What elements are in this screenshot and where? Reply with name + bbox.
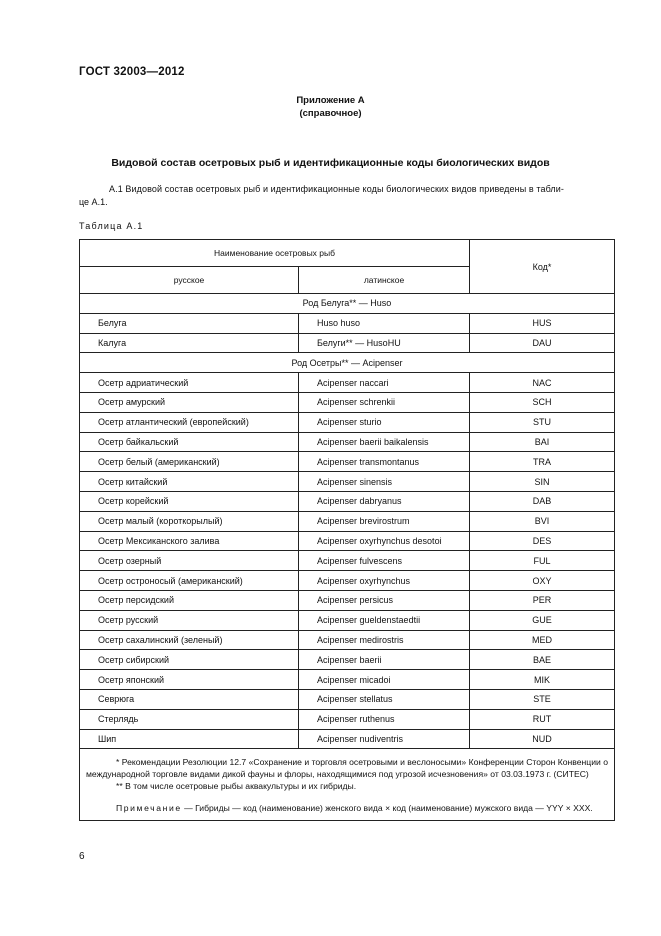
species-russian-name: Осетр атлантический (европейский) [80, 412, 299, 432]
species-latin-name: Acipenser baerii [299, 650, 470, 670]
species-russian-name: Осетр русский [80, 610, 299, 630]
species-code: HUS [470, 313, 615, 333]
species-latin-name: Acipenser medirostris [299, 630, 470, 650]
page-number: 6 [79, 851, 85, 862]
appendix-title: Приложение А [296, 95, 365, 106]
table-row [80, 551, 615, 571]
header-russian: русское [80, 267, 299, 294]
table-row [80, 709, 615, 729]
species-russian-name: Белуга [80, 313, 299, 333]
species-russian-name: Осетр сахалинский (зеленый) [80, 630, 299, 650]
species-latin-name: Acipenser schrenkii [299, 392, 470, 412]
table-row [80, 373, 615, 393]
species-latin-name: Acipenser nudiventris [299, 729, 470, 749]
species-latin-name: Acipenser gueldenstaedtii [299, 610, 470, 630]
intro-paragraph-line2: це А.1. [79, 197, 108, 207]
intro-paragraph-line1: А.1 Видовой состав осетровых рыб и идентификационные коды биологических видов приведены в табли- [109, 184, 565, 194]
table-row [80, 670, 615, 690]
species-code: TRA [470, 452, 615, 472]
species-russian-name: Шип [80, 729, 299, 749]
group-row-acipenser [80, 353, 615, 373]
species-code: OXY [470, 571, 615, 591]
table-row [80, 571, 615, 591]
table-row [80, 313, 615, 333]
species-latin-name: Huso huso [299, 313, 470, 333]
table-row [80, 531, 615, 551]
species-russian-name: Осетр малый (короткорылый) [80, 511, 299, 531]
table-row [80, 729, 615, 749]
group-label: Род Осетры** — Acipenser [80, 353, 615, 373]
species-latin-name: Acipenser oxyrhynchus [299, 571, 470, 591]
species-latin-name: Белуги** — HusoHU [299, 333, 470, 353]
table-row [80, 452, 615, 472]
document-code: ГОСТ 32003—2012 [79, 66, 185, 78]
table-row [80, 650, 615, 670]
species-russian-name: Осетр Мексиканского залива [80, 531, 299, 551]
table-row [80, 689, 615, 709]
species-code: FUL [470, 551, 615, 571]
species-latin-name: Acipenser stellatus [299, 689, 470, 709]
table-row [80, 590, 615, 610]
header-latin: латинское [299, 267, 470, 294]
appendix-subtitle: (справочное) [299, 108, 362, 119]
species-code: DES [470, 531, 615, 551]
table-row [80, 333, 615, 353]
group-row-huso [80, 294, 615, 314]
species-code: SCH [470, 392, 615, 412]
species-code: DAB [470, 491, 615, 511]
header-code: Код* [470, 240, 615, 294]
species-russian-name: Осетр персидский [80, 590, 299, 610]
species-code: NAC [470, 373, 615, 393]
species-russian-name: Осетр сибирский [80, 650, 299, 670]
species-latin-name: Acipenser fulvescens [299, 551, 470, 571]
table-row [80, 511, 615, 531]
note-label: Примечание [116, 803, 182, 814]
species-table [79, 239, 615, 821]
species-code: BAE [470, 650, 615, 670]
species-russian-name: Севрюга [80, 689, 299, 709]
species-latin-name: Acipenser persicus [299, 590, 470, 610]
table-row [80, 630, 615, 650]
table-row [80, 392, 615, 412]
species-russian-name: Осетр амурский [80, 392, 299, 412]
species-russian-name: Осетр корейский [80, 491, 299, 511]
species-latin-name: Acipenser oxyrhynchus desotoi [299, 531, 470, 551]
table-row [80, 432, 615, 452]
table-row [80, 610, 615, 630]
notes-row [80, 749, 615, 821]
species-russian-name: Калуга [80, 333, 299, 353]
table-header-row [80, 240, 615, 267]
species-russian-name: Осетр китайский [80, 472, 299, 492]
species-latin-name: Acipenser micadoi [299, 670, 470, 690]
section-title: Видовой состав осетровых рыб и идентификационные коды биологических видов [111, 157, 550, 169]
species-code: BAI [470, 432, 615, 452]
notes-cell [80, 749, 615, 821]
species-code: BVI [470, 511, 615, 531]
species-code: STU [470, 412, 615, 432]
species-russian-name: Стерлядь [80, 709, 299, 729]
species-russian-name: Осетр адриатический [80, 373, 299, 393]
species-code: NUD [470, 729, 615, 749]
species-latin-name: Acipenser transmontanus [299, 452, 470, 472]
footnote-1: * Рекомендации Резолюции 12.7 «Сохранение и торговля осетровыми и веслоносыми» Конференции Сторон Конвенции о международной торговле видами дикой фауны и флоры, находящимися под угрозой исчезновения» от 03.03.1973 г. (СИТЕС) [86, 757, 608, 780]
table-row [80, 472, 615, 492]
species-russian-name: Осетр остроносый (американский) [80, 571, 299, 591]
species-russian-name: Осетр японский [80, 670, 299, 690]
species-code: PER [470, 590, 615, 610]
species-latin-name: Acipenser naccari [299, 373, 470, 393]
species-latin-name: Acipenser sturio [299, 412, 470, 432]
species-code: STE [470, 689, 615, 709]
table-row [80, 412, 615, 432]
group-label: Род Белуга** — Huso [80, 294, 615, 314]
footnote-2: ** В том числе осетровые рыбы аквакультуры и их гибриды. [116, 781, 357, 792]
species-latin-name: Acipenser baerii baikalensis [299, 432, 470, 452]
note-paragraph [86, 802, 608, 814]
species-code: RUT [470, 709, 615, 729]
species-latin-name: Acipenser ruthenus [299, 709, 470, 729]
species-russian-name: Осетр озерный [80, 551, 299, 571]
species-latin-name: Acipenser brevirostrum [299, 511, 470, 531]
species-code: DAU [470, 333, 615, 353]
species-russian-name: Осетр белый (американский) [80, 452, 299, 472]
species-latin-name: Acipenser sinensis [299, 472, 470, 492]
species-code: MIK [470, 670, 615, 690]
table-label: Таблица А.1 [79, 221, 144, 231]
species-code: MED [470, 630, 615, 650]
species-latin-name: Acipenser dabryanus [299, 491, 470, 511]
note-text: — Гибриды — код (наименование) женского вида × код (наименование) мужского вида — YYY × XXX. [181, 803, 593, 814]
species-code: SIN [470, 472, 615, 492]
header-names: Наименование осетровых рыб [80, 240, 470, 267]
table-row [80, 491, 615, 511]
species-russian-name: Осетр байкальский [80, 432, 299, 452]
species-code: GUE [470, 610, 615, 630]
